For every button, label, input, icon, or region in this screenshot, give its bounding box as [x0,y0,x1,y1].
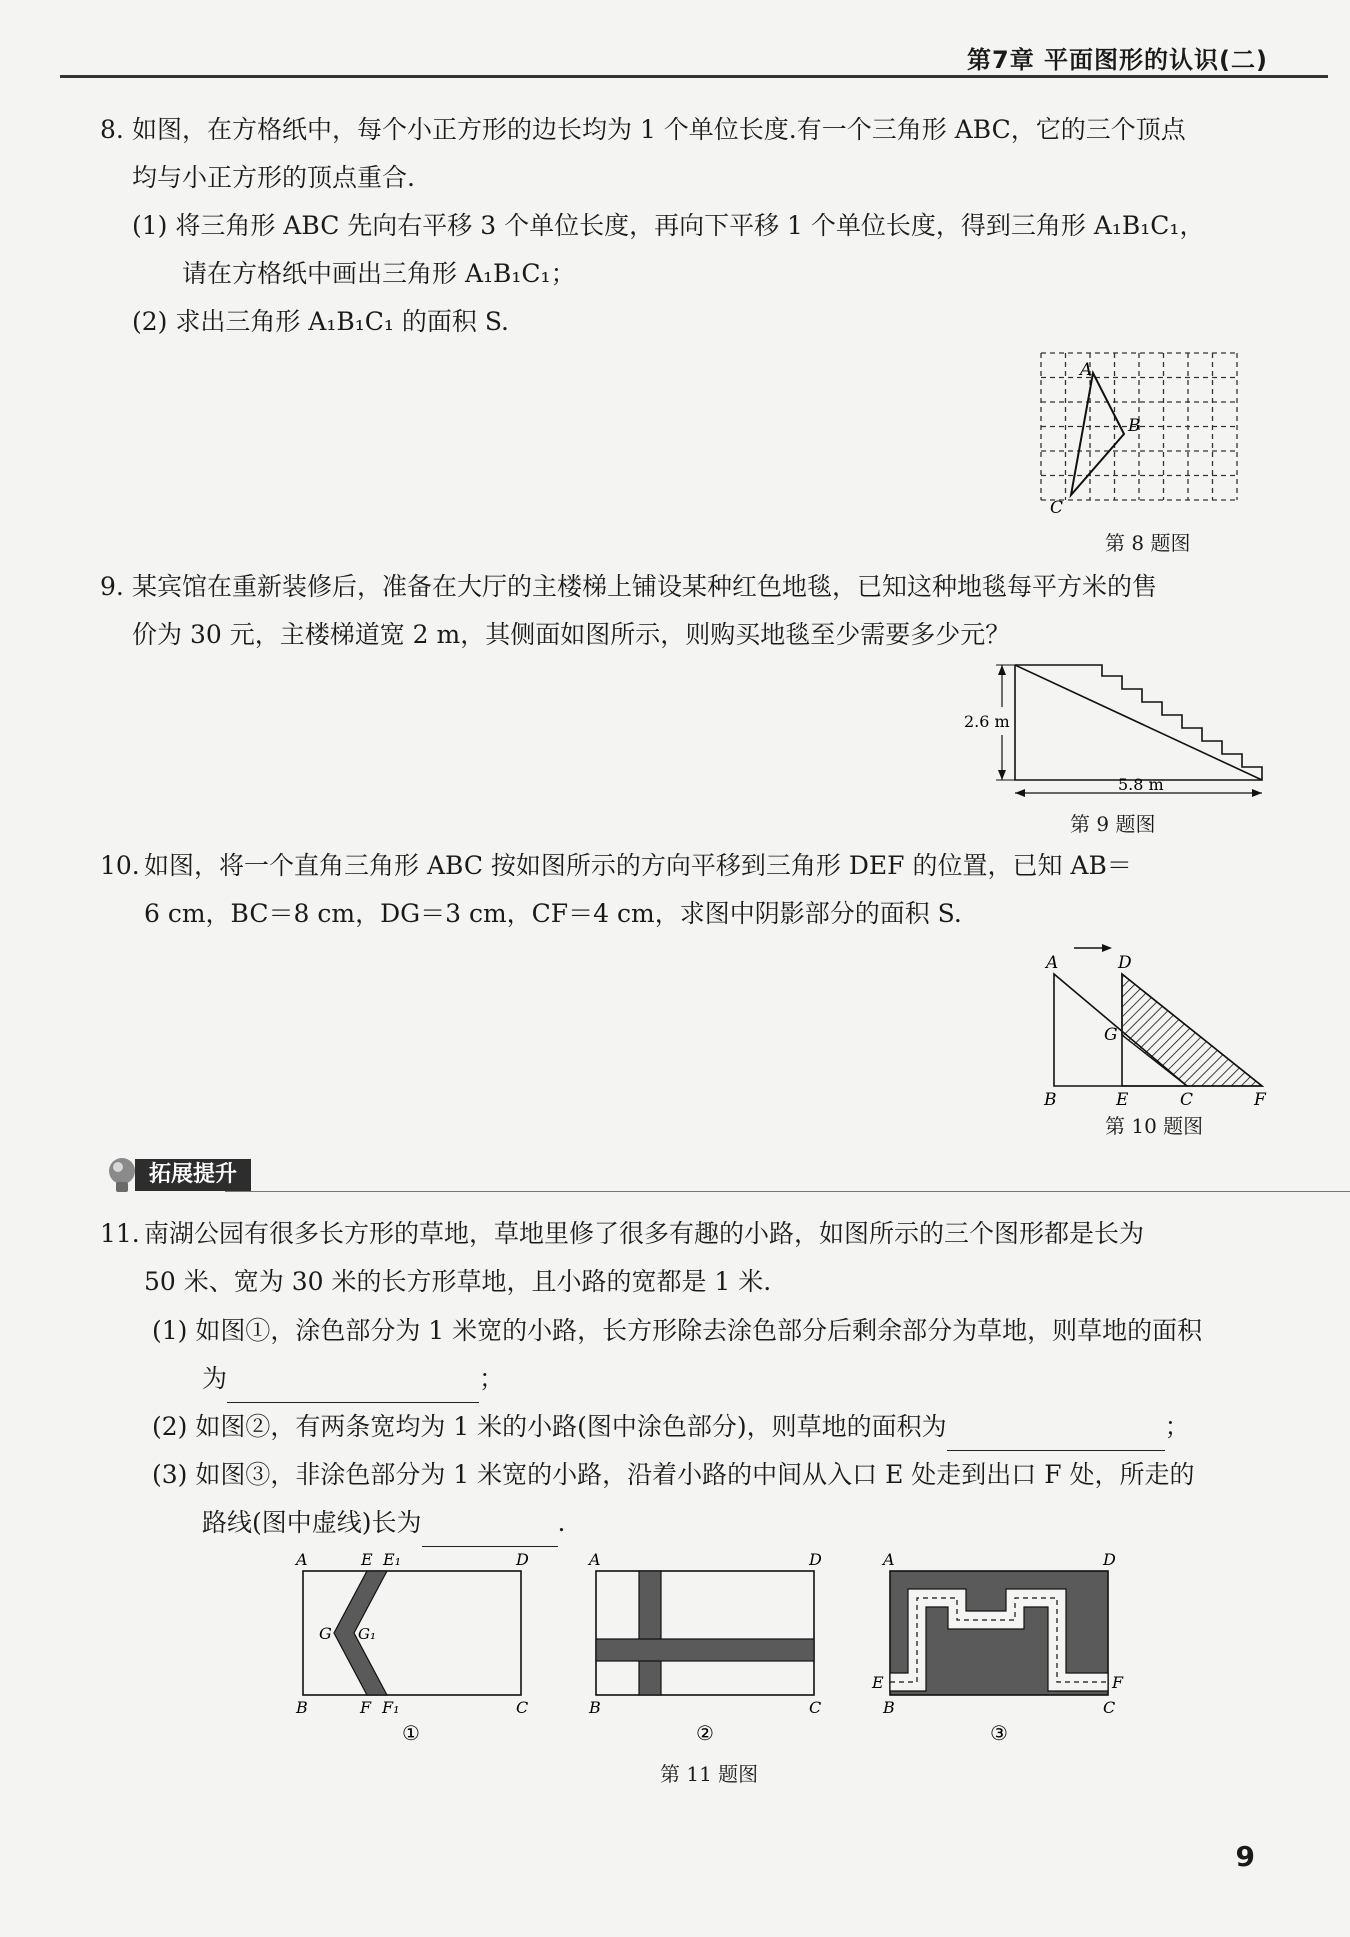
q11-answer-blank-2[interactable] [947,1420,1165,1451]
q11-part1-line2 [202,1355,504,1403]
fig3-label-c: C [1103,1698,1116,1717]
q9-caption: 第 9 题图 [1070,812,1156,836]
fig3-label-d: D [1103,1550,1116,1569]
q8-line1 [100,106,1186,154]
fig2-sub-label: ② [696,1721,714,1745]
chapter-title: 第7章 平面图形的认识(二) [967,46,1268,74]
q11-number: 11. [100,1219,140,1248]
q11-text1: 南湖公园有很多长方形的草地，草地里修了很多有趣的小路，如图所示的三个图形都是长为 [144,1219,1145,1248]
fig3-label-a: A [883,1550,895,1569]
q11-part2 [152,1403,1190,1451]
fig2-label-d: D [809,1550,822,1569]
fig1-sub-label: ① [402,1721,420,1745]
fig3-label-e: E [872,1673,884,1692]
q11-figure-1 [294,1550,529,1745]
fig1-label-e: E [361,1550,373,1569]
q10-label-e: E [1116,1090,1129,1110]
lightbulb-icon [105,1155,139,1199]
q11-part2-text: (2) 如图②，有两条宽均为 1 米的小路(图中涂色部分)，则草地的面积为 [152,1412,947,1441]
q8-number: 8. [100,115,124,144]
q11-part3-line2 [202,1499,565,1547]
q9-number: 9. [100,572,124,601]
q11-part3-prefix: 路线(图中虚线)长为 [202,1508,422,1537]
fig1-label-a: A [296,1550,308,1569]
q10-label-f: F [1254,1090,1266,1110]
q8-part1-line2: 请在方格纸中画出三角形 A₁B₁C₁； [182,259,576,288]
fig2-vertical-path [639,1571,661,1695]
q10-label-a: A [1046,953,1059,973]
fig1-label-f1: F₁ [382,1698,400,1717]
q10-label-g: G [1104,1025,1118,1045]
q11-figures [290,1545,1140,1765]
q9-line1 [100,563,1157,611]
q10-text1: 如图，将一个直角三角形 ABC 按如图所示的方向平移到三角形 DEF 的位置，已知 AB＝ [144,851,1132,880]
q9-stairs-figure [960,655,1280,815]
q10-line2: 6 cm，BC＝8 cm，DG＝3 cm，CF＝4 cm，求图中阴影部分的面积 S. [144,899,962,928]
fig3-sub-label: ③ [990,1721,1008,1745]
q11-part3-line1: (3) 如图③，非涂色部分为 1 米宽的小路，沿着小路的中间从入口 E 处走到出口 F 处，所走的 [152,1460,1195,1489]
q10-line1 [100,842,1132,890]
q9-text1: 某宾馆在重新装修后，准备在大厅的主楼梯上铺设某种红色地毯，已知这种地毯每平方米的售 [132,572,1158,601]
fig2-label-c: C [809,1698,822,1717]
triangle-abc [1071,373,1124,495]
q10-caption: 第 10 题图 [1105,1114,1204,1138]
q9-height-label: 2.6 m [964,712,1010,731]
fig1-label-g1: G₁ [358,1625,376,1643]
header-rule [60,75,1328,78]
q8-text1: 如图，在方格纸中，每个小正方形的边长均为 1 个单位长度.有一个三角形 ABC，它的三个顶点 [132,115,1186,144]
stair-slope [1015,665,1262,780]
q8-label-b: B [1128,416,1141,436]
fig3-label-f: F [1112,1673,1124,1692]
fig1-label-c: C [516,1698,529,1717]
q11-line2: 50 米、宽为 30 米的长方形草地，且小路的宽都是 1 米. [144,1267,772,1296]
q11-caption: 第 11 题图 [660,1762,759,1786]
q11-part3-suffix: . [557,1508,566,1537]
q8-grid-figure [1036,353,1266,523]
q10-triangle-figure [1040,940,1280,1110]
q9-width-label: 5.8 m [1118,775,1164,794]
q8-line2: 均与小正方形的顶点重合. [132,163,415,192]
q8-part2: (2) 求出三角形 A₁B₁C₁ 的面积 S. [132,307,510,336]
fig1-label-d: D [516,1550,529,1569]
q11-answer-blank-3[interactable] [422,1516,558,1547]
q10-label-b: B [1044,1090,1057,1110]
q8-caption: 第 8 题图 [1105,531,1191,555]
fig2-horizontal-path [596,1639,814,1661]
fig2-label-b: B [589,1698,601,1717]
fig1-label-g: G [319,1624,332,1643]
fig3-label-b: B [883,1698,895,1717]
q11-part1-suffix: ； [479,1364,505,1393]
section-rule [225,1191,1350,1192]
q8-label-a: A [1080,360,1093,380]
q9-line2: 价为 30 元，主楼梯道宽 2 m，其侧面如图所示，则购买地毯至少需要多少元？ [132,620,1011,649]
fig1-label-b: B [296,1698,308,1717]
fig2-label-a: A [589,1550,601,1569]
q10-number: 10. [100,851,140,880]
q11-part1-prefix: 为 [202,1364,228,1393]
page-header [60,30,1328,78]
q10-label-c: C [1180,1090,1194,1110]
q8-label-c: C [1050,498,1064,518]
q11-part2-suffix: ； [1164,1412,1190,1441]
fig1-label-f: F [360,1698,372,1717]
fig1-label-e1: E₁ [383,1550,402,1569]
q11-figure-2 [587,1550,822,1745]
q11-line1 [100,1210,1144,1258]
q11-figure-3 [871,1550,1124,1745]
q11-answer-blank-1[interactable] [227,1372,479,1403]
q10-label-d: D [1118,953,1132,973]
q8-part1-line1: (1) 将三角形 ABC 先向右平移 3 个单位长度，再向下平移 1 个单位长度，得到三角形 A₁B₁C₁， [132,211,1205,240]
q11-part1-line1: (1) 如图①，涂色部分为 1 米宽的小路，长方形除去涂色部分后剩余部分为草地，则草地的面积 [152,1316,1203,1345]
page-number: 9 [1235,1840,1255,1873]
section-title: 拓展提升 [135,1159,251,1191]
